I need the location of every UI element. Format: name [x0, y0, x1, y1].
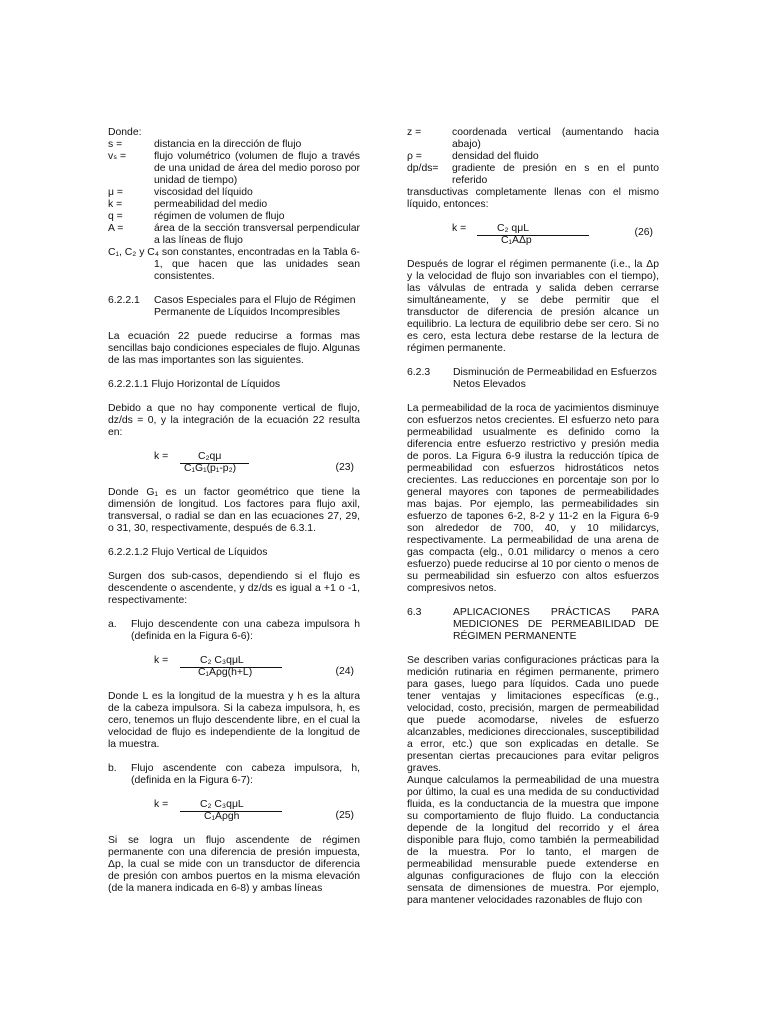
- left-column: [108, 127, 360, 895]
- definition-row: [407, 151, 659, 163]
- list-marker: b.: [108, 763, 117, 774]
- equation-denominator: C₁Aρgh: [204, 811, 240, 822]
- equation-number: (23): [335, 462, 354, 473]
- paragraph: La ecuación 22 puede reducirse a formas mas sencillas bajo condiciones especiales de flujo. Algunas de las mas importantes son las siguientes.: [108, 331, 360, 366]
- definition-text: gradiente de presión en s en el punto referido: [452, 163, 659, 186]
- paragraph: Después de lograr el régimen permanente (i.e., la Δp y la velocidad de flujo son invariables con el tiempo), las válvulas de entrada y salida deben cerrarse simultáneamente, y se debe permitir que el transductor de diferencia de presión alcance un equilibrio. La lectura de equilibrio debe ser cero. Si no es cero, esta lectura debe restarse de la lectura de régimen permanente.: [407, 259, 659, 354]
- definition-text: densidad del fluido: [452, 151, 539, 162]
- definition-symbol: A =: [108, 223, 124, 234]
- equation-numerator: C₂ C₃qμL: [180, 799, 282, 812]
- definition-text: permeabilidad del medio: [154, 199, 268, 210]
- definition-symbol: s =: [108, 139, 123, 150]
- paragraph: Donde L es la longitud de la muestra y h es la altura de la cabeza impulsora. Si la cabeza impulsora, h, es cero, tenemos un flujo descendente libre, en el cual la velocidad de flujo es independiente de la longitud de la muestra.: [108, 691, 360, 750]
- definition-row: [108, 223, 360, 247]
- section-title: Casos Especiales para el Flujo de Régimen Permanente de Líquidos Incompresibles: [154, 295, 356, 318]
- equation-23: [108, 451, 360, 475]
- definition-text: régimen de volumen de flujo: [154, 211, 285, 222]
- constants-line: C₁, C₂ y C₄ son constantes, encontradas en la Tabla 6-: [108, 247, 360, 258]
- equation-26: [407, 223, 659, 247]
- definition-symbol: q =: [108, 211, 123, 222]
- section-title: APLICACIONES PRÁCTICAS PARA MEDICIONES DE PERMEABILIDAD DE RÉGIMEN PERMANENTE: [453, 607, 659, 642]
- equation-denominator: C₁G₁(p₁-p₂): [184, 463, 237, 474]
- list-item-b: [108, 763, 360, 787]
- definition-symbol: z =: [407, 127, 422, 138]
- equation-denominator: C₁AΔp: [501, 235, 532, 246]
- definition-row: [108, 211, 360, 223]
- variable-definitions: [108, 139, 360, 247]
- definition-text: viscosidad del líquido: [154, 187, 253, 198]
- paragraph: Aunque calculamos la permeabilidad de una muestra por último, la cual es una medida de su conductividad fluida, es la conductancia de la muestra que impone su comportamiento de flujo fluido. La conductancia depende de la longitud del recorrido y el área disponible para flujo, como también la permeabilidad de la muestra. Por lo tanto, el margen de permeabilidad mensurable puede extenderse en algunas configuraciones de flujo con la elección sensata de dimensiones de muestra. Por ejemplo, para mantener velocidades razonables de flujo con: [407, 775, 659, 906]
- section-heading-63: [407, 607, 659, 643]
- subsection-heading-62211: 6.2.2.1.1 Flujo Horizontal de Líquidos: [108, 379, 281, 390]
- definition-text: coordenada vertical (aumentando hacia abajo): [452, 127, 659, 150]
- right-column: [407, 127, 659, 907]
- definition-row: [108, 139, 360, 151]
- section-number: 6.3: [407, 607, 422, 618]
- paragraph: Surgen dos sub-casos, dependiendo si el flujo es descendente o ascendente, y dz/ds es igual a +1 o -1, respectivamente:: [108, 571, 360, 606]
- definition-text: área de la sección transversal perpendicular a las líneas de flujo: [154, 223, 360, 246]
- equation-lhs: k =: [154, 799, 169, 810]
- equation-denominator: C₁Aρg(h+L): [198, 667, 253, 678]
- equation-numerator: C₂ C₃qμL: [180, 655, 282, 668]
- definition-symbol: k =: [108, 199, 123, 210]
- list-text: Flujo ascendente con cabeza impulsora, h, (definida en la Figura 6-7):: [131, 763, 360, 786]
- definition-row: [108, 187, 360, 199]
- equation-number: (26): [634, 227, 653, 238]
- paragraph: Se describen varias configuraciones prácticas para la medición rutinaria en régimen permanente, primero para gases, luego para líquidos. Cada uno puede tener ventajas y limitaciones específicas (e.g., velocidad, costo, precisión, margen de permeabilidad que puede acomodarse, niveles de esfuerzo alcanzables, mediciones direccionales, susceptibilidad a error, etc.) que son explicadas en detalle. Se presentan ciertas precauciones para evitar peligros graves.: [407, 655, 659, 774]
- definition-symbol: dp/ds=: [407, 163, 439, 174]
- paragraph: Si se logra un flujo ascendente de régimen permanente con una diferencia de presión impuesta, Δp, la cual se mide con un transductor de diferencia de presión con ambos puertos en la misma elevación (de la manera indicada en 6-8) y ambas líneas: [108, 835, 360, 894]
- definition-row: [407, 127, 659, 151]
- definition-symbol: ρ =: [407, 151, 422, 162]
- equation-lhs: k =: [154, 655, 169, 666]
- paragraph: Donde G₁ es un factor geométrico que tiene la dimensión de longitud. Los factores para flujo axil, transversal, o radial se dan en las ecuaciones 27, 29, o 31, 30, respectivamente, después de 6.3.1.: [108, 487, 360, 534]
- section-heading-6221: [108, 295, 360, 319]
- equation-numerator: C₂ qμL: [477, 223, 589, 236]
- paragraph: La permeabilidad de la roca de yacimientos disminuye con esfuerzos netos crecientes. El esfuerzo neto para permeabilidad usualmente es definido como la diferencia entre esfuerzo restrictivo y presión media de poros. La Figura 6-9 ilustra la reducción típica de permeabilidad con esfuerzos hidrostáticos netos crecientes. Las reducciones en porcentaje son por lo general mayores con tapones de permeabilidades mas bajas. Por ejemplo, las permeabilidades sin esfuerzo de tapones 6-2, 8-2 y 11-2 en la Figura 6-9 son alrededor de 700, 40, y 10 milidarcys, respectivamente. La permeabilidad de una arena de gas compacta (elg., 0.01 milidarcy o menos a cero esfuerzo) puede reducirse al 10 por ciento o menos de su permeabilidad sin esfuerzo con altos esfuerzos compresivos netos.: [407, 403, 659, 594]
- definition-row: [108, 151, 360, 187]
- subsection-heading-62212: 6.2.2.1.2 Flujo Vertical de Líquidos: [108, 547, 268, 558]
- equation-24: [108, 655, 360, 679]
- equation-number: (25): [335, 810, 354, 821]
- paragraph: transductivas completamente llenas con el mismo líquido, entonces:: [407, 187, 659, 210]
- section-number: 6.2.2.1: [108, 295, 140, 306]
- section-number: 6.2.3: [407, 367, 431, 378]
- equation-number: (24): [335, 666, 354, 677]
- where-label: Donde:: [108, 127, 142, 138]
- section-heading-623: [407, 367, 659, 391]
- variable-definitions: [407, 127, 659, 187]
- list-item-a: [108, 619, 360, 643]
- section-title: Disminución de Permeabilidad en Esfuerzos Netos Elevados: [453, 367, 657, 390]
- list-marker: a.: [108, 619, 117, 630]
- definition-row: [407, 163, 659, 187]
- paragraph: Debido a que no hay componente vertical de flujo, dz/ds = 0, y la integración de la ecuación 22 resulta en:: [108, 403, 360, 438]
- equation-25: [108, 799, 360, 823]
- definition-text: distancia en la dirección de flujo: [154, 139, 302, 150]
- definition-text: flujo volumétrico (volumen de flujo a través de una unidad de área del medio poroso por unidad de tiempo): [154, 151, 360, 186]
- constants-text: 1, que hacen que las unidades sean consistentes.: [154, 259, 360, 282]
- definition-symbol: vₛ =: [108, 151, 127, 162]
- equation-lhs: k =: [154, 451, 169, 462]
- list-text: Flujo descendente con una cabeza impulsora h (definida en la Figura 6-6):: [131, 619, 360, 642]
- equation-numerator: C₂qμ: [180, 451, 249, 464]
- definition-symbol: μ =: [108, 187, 123, 198]
- definition-row: [108, 199, 360, 211]
- equation-lhs: k =: [452, 223, 467, 234]
